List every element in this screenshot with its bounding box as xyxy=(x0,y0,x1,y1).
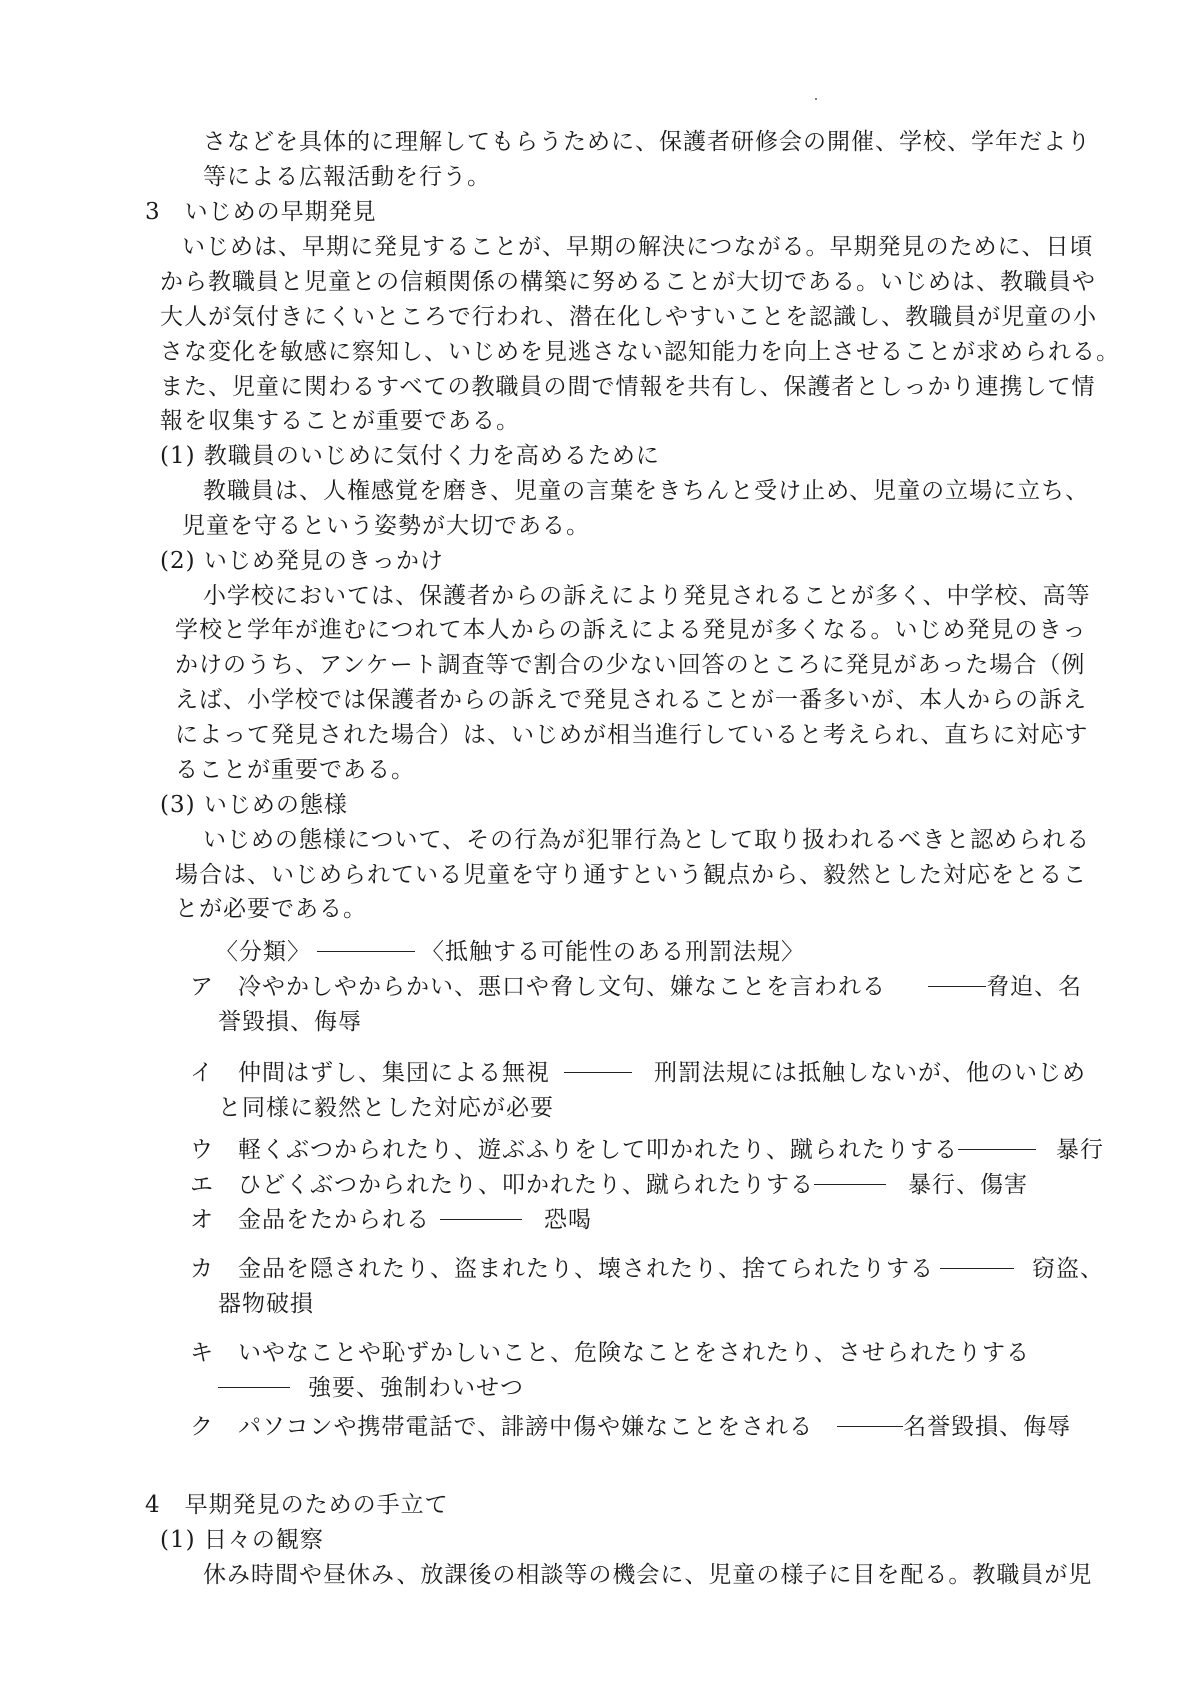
text-line: 等による広報活動を行う。 xyxy=(203,164,491,190)
dash-rule xyxy=(440,1219,522,1220)
text-line: 場合は、いじめられている児童を守り通すという観点から、毅然とした対応をとるこ xyxy=(175,862,1087,888)
scan-speck xyxy=(815,98,817,100)
dash-rule xyxy=(564,1072,632,1073)
text-line: えば、小学校では保護者からの訴えで発見されることが一番多いが、本人からの訴え xyxy=(175,687,1087,713)
text-line: また、児童に関わるすべての教職員の間で情報を共有し、保護者としっかり連携して情 xyxy=(160,374,1096,400)
text-line: 報を収集することが重要である。 xyxy=(160,408,520,434)
dash-rule xyxy=(814,1184,886,1185)
list-item-o: オ 金品をたかられる 恐喝 xyxy=(190,1207,592,1233)
classification-header xyxy=(215,937,805,967)
subsection-heading-4-1: (1) 日々の観察 xyxy=(160,1527,324,1553)
text-line: いじめの態様について、その行為が犯罪行為として取り扱われるべきと認められる xyxy=(203,827,1091,853)
section-heading-4: 4 早期発見のための手立て xyxy=(145,1492,449,1518)
text-line: とが必要である。 xyxy=(175,896,367,922)
text-line: ることが重要である。 xyxy=(175,757,415,783)
subsection-heading-1: (1) 教職員のいじめに気付く力を高めるために xyxy=(160,443,660,469)
text-line: さなどを具体的に理解してもらうために、保護者研修会の開催、学校、学年だより xyxy=(203,129,1091,155)
dash-rule xyxy=(218,1387,290,1388)
list-item-ki-cont: 強要、強制わいせつ xyxy=(218,1373,524,1403)
text-line: 大人が気付きにくいところで行われ、潜在化しやすいことを認識し、教職員が児童の小 xyxy=(160,304,1098,330)
list-item-i: イ 仲間はずし、集団による無視 刑罰法規には抵触しないが、他のいじめ xyxy=(190,1060,1086,1086)
text-line: 学校と学年が進むにつれて本人からの訴えによる発見が多くなる。いじめ発見のきっ xyxy=(175,617,1087,643)
list-item-ki: キ いやなことや恥ずかしいこと、危険なことをされたり、させられたりする xyxy=(190,1340,1030,1366)
dash-rule xyxy=(317,951,415,952)
list-item-a-cont: 誉毀損、侮辱 xyxy=(218,1009,362,1035)
list-item-ka-cont: 器物破損 xyxy=(218,1291,314,1317)
list-item-ku: ク パソコンや携帯電話で、誹謗中傷や嫌なことをされる 名誉毀損、侮辱 xyxy=(190,1414,1072,1440)
dash-rule xyxy=(940,1268,1014,1269)
dash-rule xyxy=(958,1149,1036,1150)
subsection-heading-2: (2) いじめ発見のきっかけ xyxy=(160,548,444,574)
list-item-u: ウ 軽くぶつかられたり、遊ぶふりをして叩かれたり、蹴られたりする 暴行 xyxy=(190,1137,1104,1163)
list-item-ka: カ 金品を隠されたり、盗まれたり、壊されたり、捨てられたりする 窃盗、 xyxy=(190,1256,1104,1282)
text-line: 休み時間や昼休み、放課後の相談等の機会に、児童の様子に目を配る。教職員が児 xyxy=(203,1562,1093,1588)
dash-rule xyxy=(837,1426,903,1427)
category-label: 〈分類〉 xyxy=(215,939,311,965)
text-line: から教職員と児童との信頼関係の構築に努めることが大切である。いじめは、教職員や xyxy=(160,269,1096,295)
text-line: によって発見された場合）は、いじめが相当進行していると考えられ、直ちに対応す xyxy=(175,722,1089,748)
text-line: いじめは、早期に発見することが、早期の解決につながる。早期発見のために、日頃 xyxy=(182,234,1094,260)
subsection-heading-3: (3) いじめの態様 xyxy=(160,792,348,818)
section-heading-3: 3 いじめの早期発見 xyxy=(145,199,377,225)
text-line: かけのうち、アンケート調査等で割合の少ない回答のところに発見があった場合（例 xyxy=(175,652,1086,678)
text-line: さな変化を敏感に察知し、いじめを見逃さない認知能力を向上させることが求められる。 xyxy=(160,339,1120,365)
dash-rule xyxy=(928,986,986,987)
text-line: 教職員は、人権感覚を磨き、児童の言葉をきちんと受け止め、児童の立場に立ち、 xyxy=(203,478,1090,504)
list-item-i-cont: と同様に毅然とした対応が必要 xyxy=(218,1095,554,1121)
list-item-e: エ ひどくぶつかられたり、叩かれたり、蹴られたりする 暴行、傷害 xyxy=(190,1172,1028,1198)
penal-law-label: 〈抵触する可能性のある刑罰法規〉 xyxy=(421,939,805,965)
text-line: 小学校においては、保護者からの訴えにより発見されることが多く、中学校、高等 xyxy=(203,583,1091,609)
list-item-a: ア 冷やかしやからかい、悪口や脅し文句、嫌なことを言われる 脅迫、名 xyxy=(190,974,1082,1000)
text-line: 児童を守るという姿勢が大切である。 xyxy=(182,513,590,539)
